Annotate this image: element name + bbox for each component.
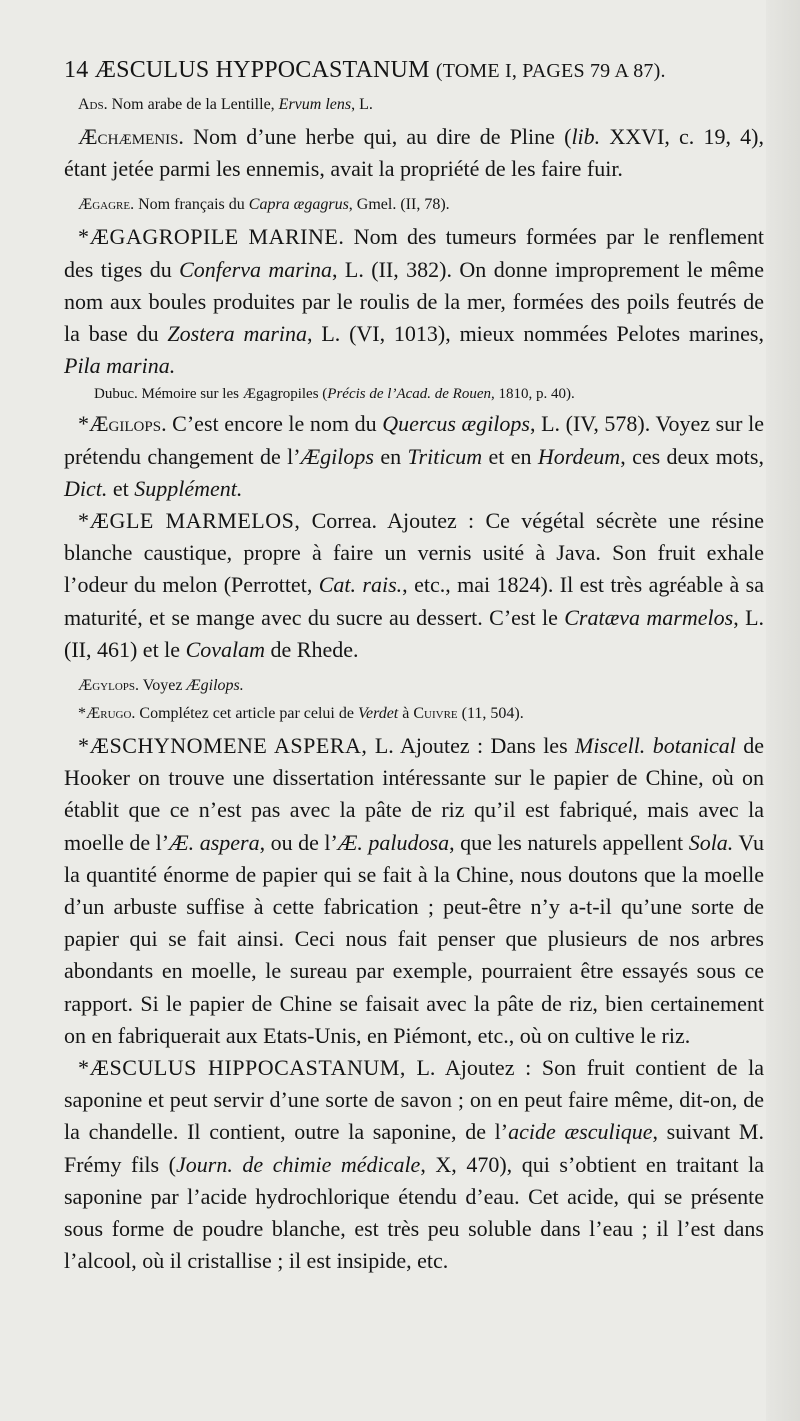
entry-aegilops: *Ægilops. C’est encore le nom du Quercus ægilops, L. (IV, 578). Voyez sur le prétendu changement de l’Ægilops en Triticum et en Hordeum, ces deux mots, Dict. et Supplément. [64,411,764,501]
citation-note: Dubuc. Mémoire sur les Ægagropiles (Précis de l’Acad. de Rouen, 1810, p. 40). [94,386,575,403]
entry-aesculus: *ÆSCULUS HIPPOCASTANUM, L. Ajoutez : Son fruit contient de la saponine et peut servir d’une sorte de savon ; on en peut faire même, dit-on, de la chandelle. Il contient, outre la saponine, de l’acide æsculique, suivant M. Frémy fils (Journ. de chimie médicale, X, 470), qui s’obtient en traitant la saponine par l’acide hydrochlorique étendu d’eau. Cet acide, qui se présente sous forme de poudre blanche, est très peu soluble dans l’eau ; il l’est dans l’alcool, où il cristallise ; il est insipide, etc. [64,1055,764,1274]
document-page [64,52,764,1278]
entry-term: *ÆSCULUS HIPPOCASTANUM, [78,1055,406,1081]
entry-term: *ÆSCHYNOMENE ASPERA, [78,733,368,759]
entry-term: *Ægilops. [78,411,167,437]
entry-term: Ægylops. [78,677,140,695]
entry-aeschynomene: *ÆSCHYNOMENE ASPERA, L. Ajoutez : Dans les Miscell. botanical de Hooker on trouve une dissertation intéressante sur le papier de Chine, où on établit que ce n’est pas avec la pâte de riz qu’il est fabriqué, mais avec la moelle de l’Æ. aspera, ou de l’Æ. paludosa, que les naturels appellent Sola. Vu la quantité énorme de papier qui se fait à la Chine, nous doutons que la moelle d’un arbuste suffise à cette fabrication ; peut-être n’y a-t-il qu’une sorte de papier qui se fait ainsi. Ceci nous fait penser que plusieurs de nos arbres abondants en moelle, le sureau par exemple, pourraient être essayés sous ce rapport. Si le papier de Chine se faisait avec la pâte de riz, bien certainement on en fabriquerait aux Etats-Unis, en Piémont, etc., où on cultive le riz. [64,733,765,1048]
page-number: 14 [64,57,89,83]
entry-term: Ads. [78,96,108,113]
entry-term: *Ærugo. [78,705,136,723]
entry-term: Æchæmenis. [78,124,184,149]
entry-aegle: *ÆGLE MARMELOS, Correa. Ajoutez : Ce végétal sécrète une résine blanche caustique, propre à faire un vernis usité à Java. Son fruit exhale l’odeur du melon (Perrottet, Cat. rais., etc., mai 1824). Il est très agréable à sa maturité, et se mange avec du sucre au dessert. C’est le Cratæva marmelos, L. (II, 461) et le Covalam de Rhede. [64,508,765,662]
entry-ads: Ads. Nom arabe de la Lentille, Ervum lens, L. [78,96,373,113]
adjacent-page-bleed [766,0,800,1421]
running-header [64,52,764,89]
entry-aerugo: *Ærugo. Complétez cet article par celui de Verdet à Cuivre (11, 504). [78,705,524,723]
volume-reference: (TOME I, PAGES 79 A 87). [435,60,666,82]
entry-aegylops: Ægylops. Voyez Ægilops. [78,677,244,695]
entry-aegagropile: *ÆGAGROPILE MARINE. Nom des tumeurs formées par le renflement des tiges du Conferva marina, L. (II, 382). On donne improprement le même nom aux boules produites par le roulis de la mer, formées des poils feutrés de la base du Zostera marina, L. (VI, 1013), mieux nommées Pelotes marines, Pila marina. [64,224,765,379]
entry-term: Ægagre. [78,196,135,214]
entry-aegagre: Ægagre. Nom français du Capra ægagrus, Gmel. (II, 78). [78,196,450,214]
entry-aechaemenis: Æchæmenis. Nom d’une herbe qui, au dire de Pline (lib. XXVI, c. 19, 4), étant jetée parmi les ennemis, avait la propriété de les faire fuir. [64,124,764,182]
running-title: ÆSCULUS HYPPOCASTANUM [94,57,430,83]
entry-term: *ÆGAGROPILE MARINE. [78,224,345,250]
entry-term: *ÆGLE MARMELOS, [78,508,301,534]
